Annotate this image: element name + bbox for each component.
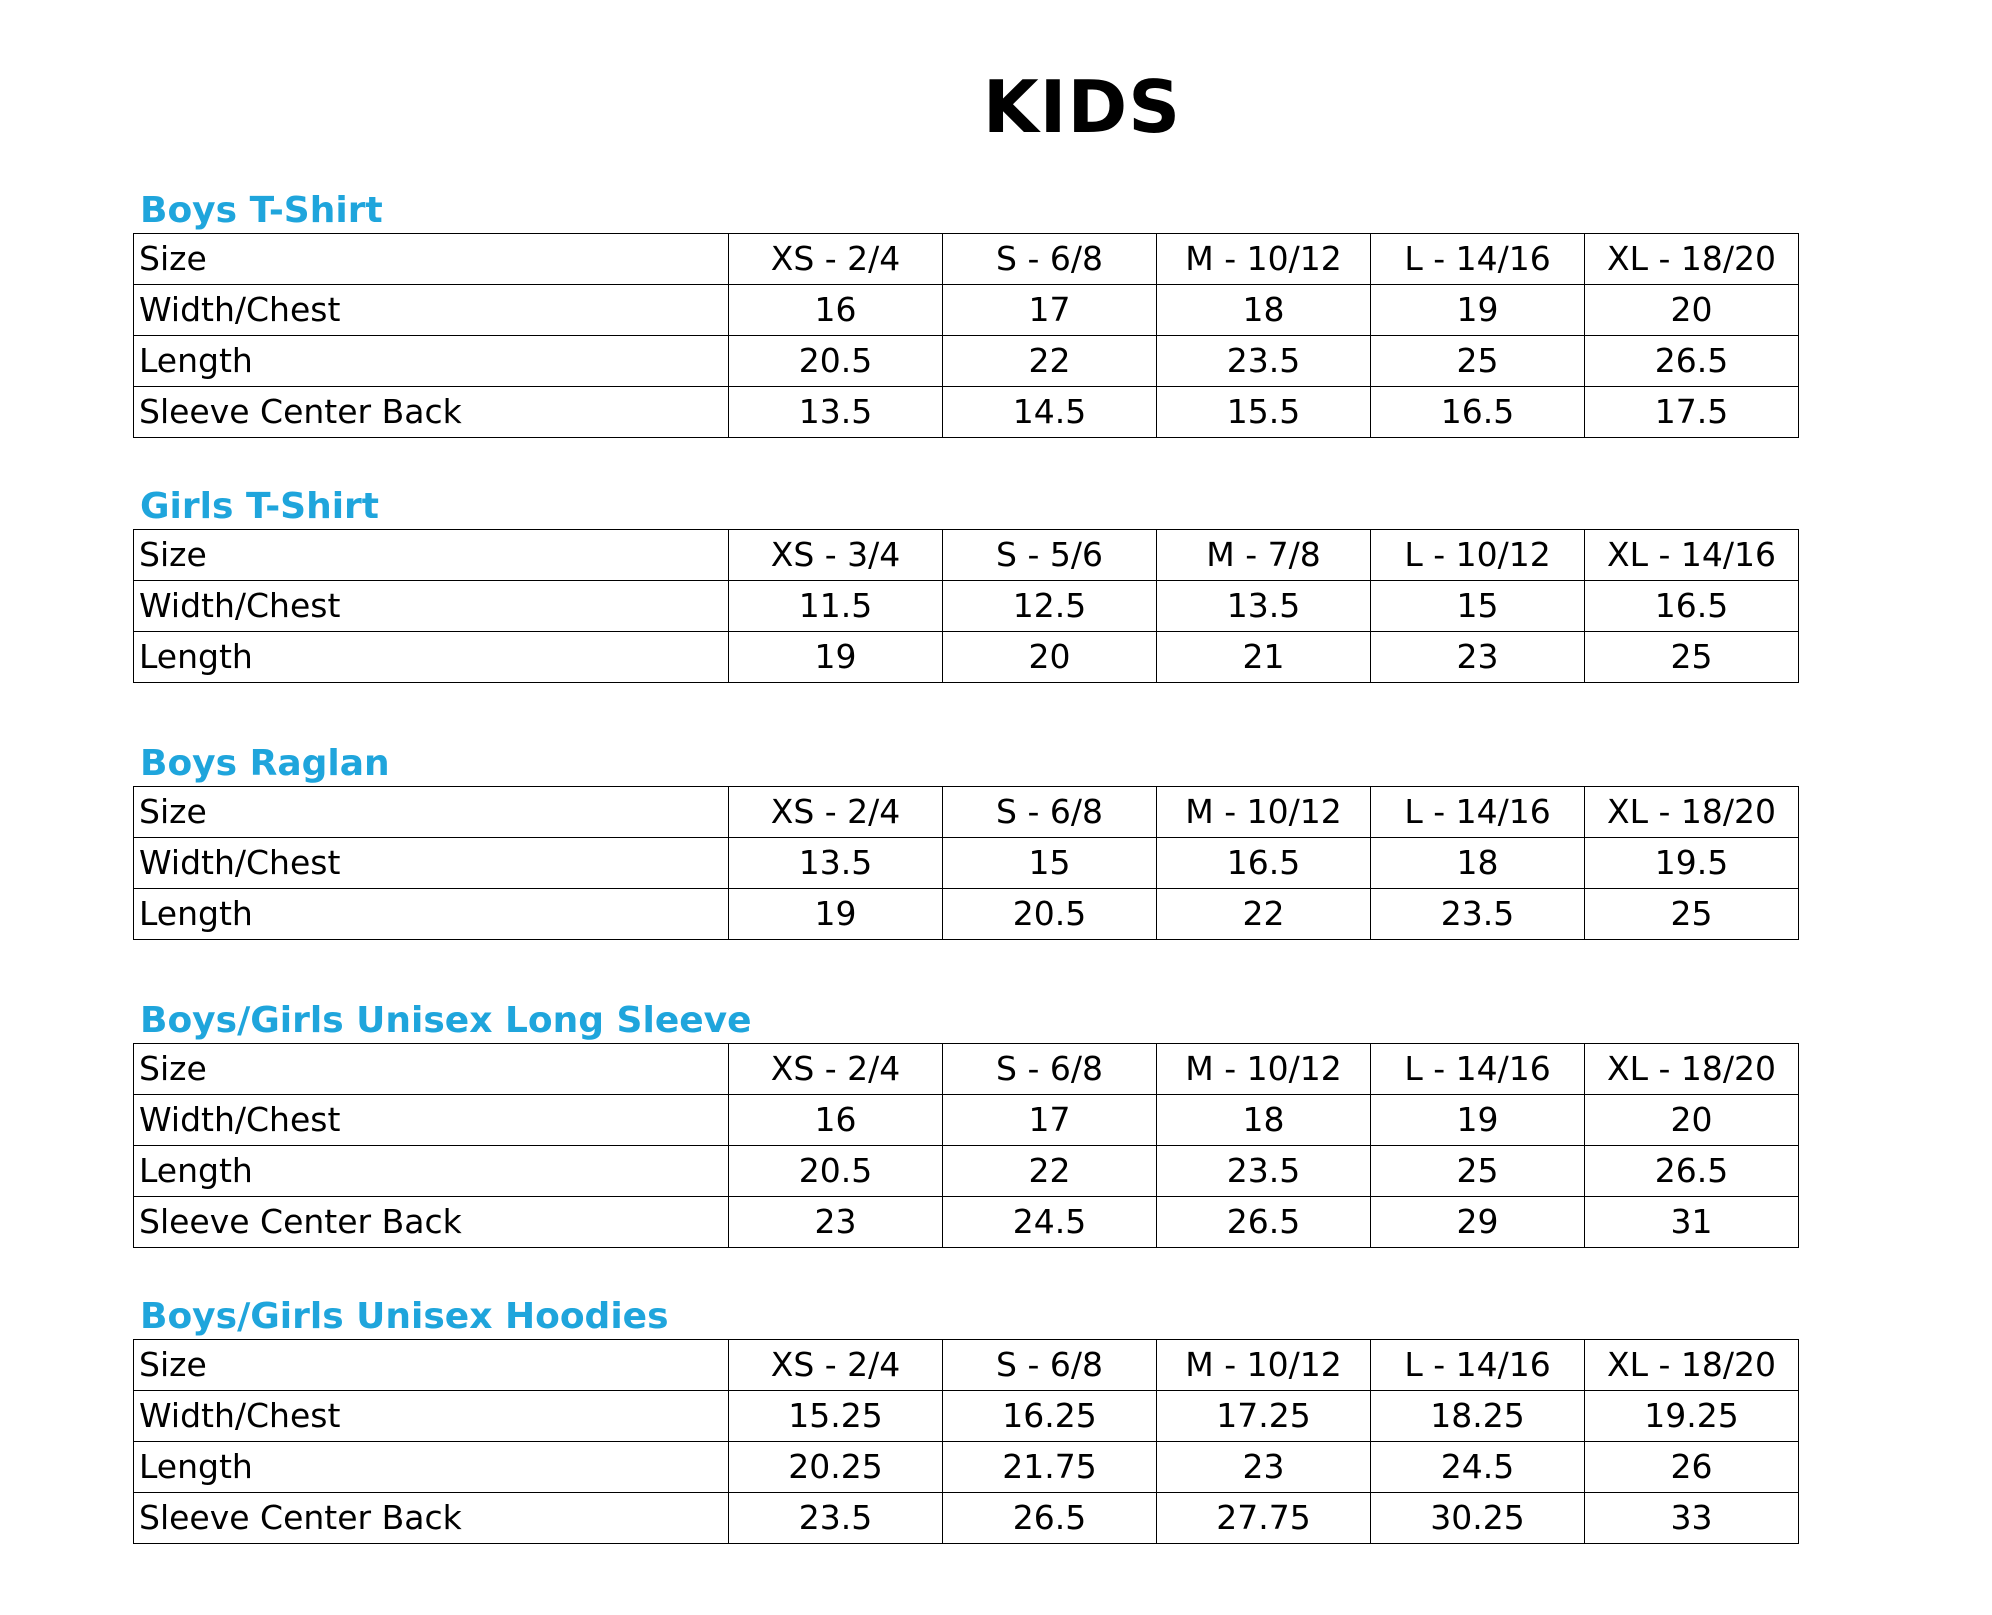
table-cell: 16.5 xyxy=(1157,838,1371,889)
table-cell: XS - 2/4 xyxy=(729,1044,943,1095)
table-cell: M - 7/8 xyxy=(1157,530,1371,581)
table-cell: 22 xyxy=(943,336,1157,387)
row-label: Size xyxy=(134,530,729,581)
table-row xyxy=(134,889,1799,940)
row-label: Length xyxy=(134,889,729,940)
table-cell: XL - 18/20 xyxy=(1585,1044,1799,1095)
table-cell: 16.25 xyxy=(943,1391,1157,1442)
table-cell: S - 6/8 xyxy=(943,1044,1157,1095)
table-cell: 17 xyxy=(943,285,1157,336)
table-row xyxy=(134,581,1799,632)
table-cell: 19 xyxy=(729,889,943,940)
section-title: Boys/Girls Unisex Long Sleeve xyxy=(140,1000,752,1041)
section-title: Girls T-Shirt xyxy=(140,486,380,527)
table-cell: XL - 18/20 xyxy=(1585,234,1799,285)
table-cell: XL - 14/16 xyxy=(1585,530,1799,581)
table-cell: 24.5 xyxy=(1371,1442,1585,1493)
table-cell: 12.5 xyxy=(943,581,1157,632)
row-label: Sleeve Center Back xyxy=(134,1493,729,1544)
row-label: Length xyxy=(134,1442,729,1493)
table-row xyxy=(134,1197,1799,1248)
table-cell: 25 xyxy=(1371,336,1585,387)
row-label: Width/Chest xyxy=(134,838,729,889)
row-label: Length xyxy=(134,336,729,387)
table-cell: 18.25 xyxy=(1371,1391,1585,1442)
table-cell: 20.25 xyxy=(729,1442,943,1493)
table-row xyxy=(134,838,1799,889)
section-boys-raglan xyxy=(133,742,1799,940)
section-title: Boys Raglan xyxy=(140,743,390,784)
table-cell: 23 xyxy=(1157,1442,1371,1493)
table-row xyxy=(134,1442,1799,1493)
section-unisex-hoodies xyxy=(133,1295,1799,1544)
table-cell: 23 xyxy=(729,1197,943,1248)
table-cell: 23.5 xyxy=(1157,1146,1371,1197)
row-label: Sleeve Center Back xyxy=(134,1197,729,1248)
table-cell: 20.5 xyxy=(729,1146,943,1197)
table-cell: 26.5 xyxy=(943,1493,1157,1544)
table-row xyxy=(134,1095,1799,1146)
table-cell: XL - 18/20 xyxy=(1585,787,1799,838)
size-table xyxy=(133,1043,1799,1248)
table-cell: 26.5 xyxy=(1585,336,1799,387)
table-cell: 15 xyxy=(1371,581,1585,632)
table-row xyxy=(134,632,1799,683)
table-cell: 15.5 xyxy=(1157,387,1371,438)
table-row xyxy=(134,234,1799,285)
row-label: Sleeve Center Back xyxy=(134,387,729,438)
table-row xyxy=(134,787,1799,838)
table-cell: 19 xyxy=(729,632,943,683)
table-cell: 31 xyxy=(1585,1197,1799,1248)
table-cell: 19.25 xyxy=(1585,1391,1799,1442)
table-cell: 18 xyxy=(1157,1095,1371,1146)
row-label: Width/Chest xyxy=(134,285,729,336)
table-cell: 17 xyxy=(943,1095,1157,1146)
row-label: Size xyxy=(134,234,729,285)
table-cell: 18 xyxy=(1371,838,1585,889)
table-cell: S - 6/8 xyxy=(943,234,1157,285)
table-cell: M - 10/12 xyxy=(1157,234,1371,285)
table-cell: XS - 2/4 xyxy=(729,234,943,285)
table-cell: 16 xyxy=(729,1095,943,1146)
table-row xyxy=(134,387,1799,438)
table-cell: 20 xyxy=(1585,285,1799,336)
section-girls-tshirt xyxy=(133,485,1799,683)
table-cell: 19 xyxy=(1371,285,1585,336)
table-cell: S - 6/8 xyxy=(943,787,1157,838)
table-cell: 13.5 xyxy=(1157,581,1371,632)
table-cell: 20 xyxy=(943,632,1157,683)
table-cell: 24.5 xyxy=(943,1197,1157,1248)
table-cell: L - 14/16 xyxy=(1371,234,1585,285)
table-cell: 11.5 xyxy=(729,581,943,632)
row-label: Width/Chest xyxy=(134,1391,729,1442)
table-cell: 23.5 xyxy=(1157,336,1371,387)
table-cell: 17.5 xyxy=(1585,387,1799,438)
table-cell: 16.5 xyxy=(1371,387,1585,438)
section-unisex-long-sleeve xyxy=(133,999,1799,1248)
table-cell: 15 xyxy=(943,838,1157,889)
table-row xyxy=(134,1146,1799,1197)
table-cell: XL - 18/20 xyxy=(1585,1340,1799,1391)
table-cell: 26.5 xyxy=(1157,1197,1371,1248)
table-cell: S - 5/6 xyxy=(943,530,1157,581)
table-cell: 19.5 xyxy=(1585,838,1799,889)
table-cell: XS - 2/4 xyxy=(729,1340,943,1391)
table-cell: XS - 3/4 xyxy=(729,530,943,581)
table-row xyxy=(134,530,1799,581)
table-cell: 25 xyxy=(1585,889,1799,940)
table-cell: 18 xyxy=(1157,285,1371,336)
table-cell: 21.75 xyxy=(943,1442,1157,1493)
table-cell: XS - 2/4 xyxy=(729,787,943,838)
size-table xyxy=(133,786,1799,940)
row-label: Length xyxy=(134,632,729,683)
table-cell: L - 14/16 xyxy=(1371,1340,1585,1391)
table-cell: 22 xyxy=(1157,889,1371,940)
table-cell: L - 14/16 xyxy=(1371,1044,1585,1095)
table-cell: 20 xyxy=(1585,1095,1799,1146)
table-cell: 23 xyxy=(1371,632,1585,683)
table-cell: 19 xyxy=(1371,1095,1585,1146)
table-row xyxy=(134,336,1799,387)
table-row xyxy=(134,1340,1799,1391)
table-cell: 23.5 xyxy=(1371,889,1585,940)
table-cell: 25 xyxy=(1371,1146,1585,1197)
table-cell: 15.25 xyxy=(729,1391,943,1442)
table-row xyxy=(134,1493,1799,1544)
table-cell: L - 14/16 xyxy=(1371,787,1585,838)
table-cell: 20.5 xyxy=(729,336,943,387)
table-cell: 14.5 xyxy=(943,387,1157,438)
table-cell: 25 xyxy=(1585,632,1799,683)
row-label: Width/Chest xyxy=(134,581,729,632)
row-label: Size xyxy=(134,1044,729,1095)
section-title: Boys T-Shirt xyxy=(140,190,383,231)
table-cell: 13.5 xyxy=(729,387,943,438)
table-cell: 13.5 xyxy=(729,838,943,889)
row-label: Size xyxy=(134,1340,729,1391)
table-cell: 20.5 xyxy=(943,889,1157,940)
table-cell: M - 10/12 xyxy=(1157,1340,1371,1391)
table-cell: L - 10/12 xyxy=(1371,530,1585,581)
table-cell: 27.75 xyxy=(1157,1493,1371,1544)
table-cell: M - 10/12 xyxy=(1157,1044,1371,1095)
table-cell: 16.5 xyxy=(1585,581,1799,632)
table-cell: 26.5 xyxy=(1585,1146,1799,1197)
table-cell: 21 xyxy=(1157,632,1371,683)
table-cell: M - 10/12 xyxy=(1157,787,1371,838)
table-cell: 26 xyxy=(1585,1442,1799,1493)
row-label: Length xyxy=(134,1146,729,1197)
page-title: KIDS xyxy=(982,65,1182,149)
table-cell: 16 xyxy=(729,285,943,336)
table-cell: 30.25 xyxy=(1371,1493,1585,1544)
size-table xyxy=(133,233,1799,438)
table-row xyxy=(134,1391,1799,1442)
table-cell: 17.25 xyxy=(1157,1391,1371,1442)
table-cell: 29 xyxy=(1371,1197,1585,1248)
size-table xyxy=(133,1339,1799,1544)
row-label: Width/Chest xyxy=(134,1095,729,1146)
table-cell: S - 6/8 xyxy=(943,1340,1157,1391)
size-table xyxy=(133,529,1799,683)
table-row xyxy=(134,1044,1799,1095)
section-boys-tshirt xyxy=(133,189,1799,438)
table-row xyxy=(134,285,1799,336)
table-cell: 33 xyxy=(1585,1493,1799,1544)
table-cell: 22 xyxy=(943,1146,1157,1197)
row-label: Size xyxy=(134,787,729,838)
section-title: Boys/Girls Unisex Hoodies xyxy=(140,1296,669,1337)
table-cell: 23.5 xyxy=(729,1493,943,1544)
